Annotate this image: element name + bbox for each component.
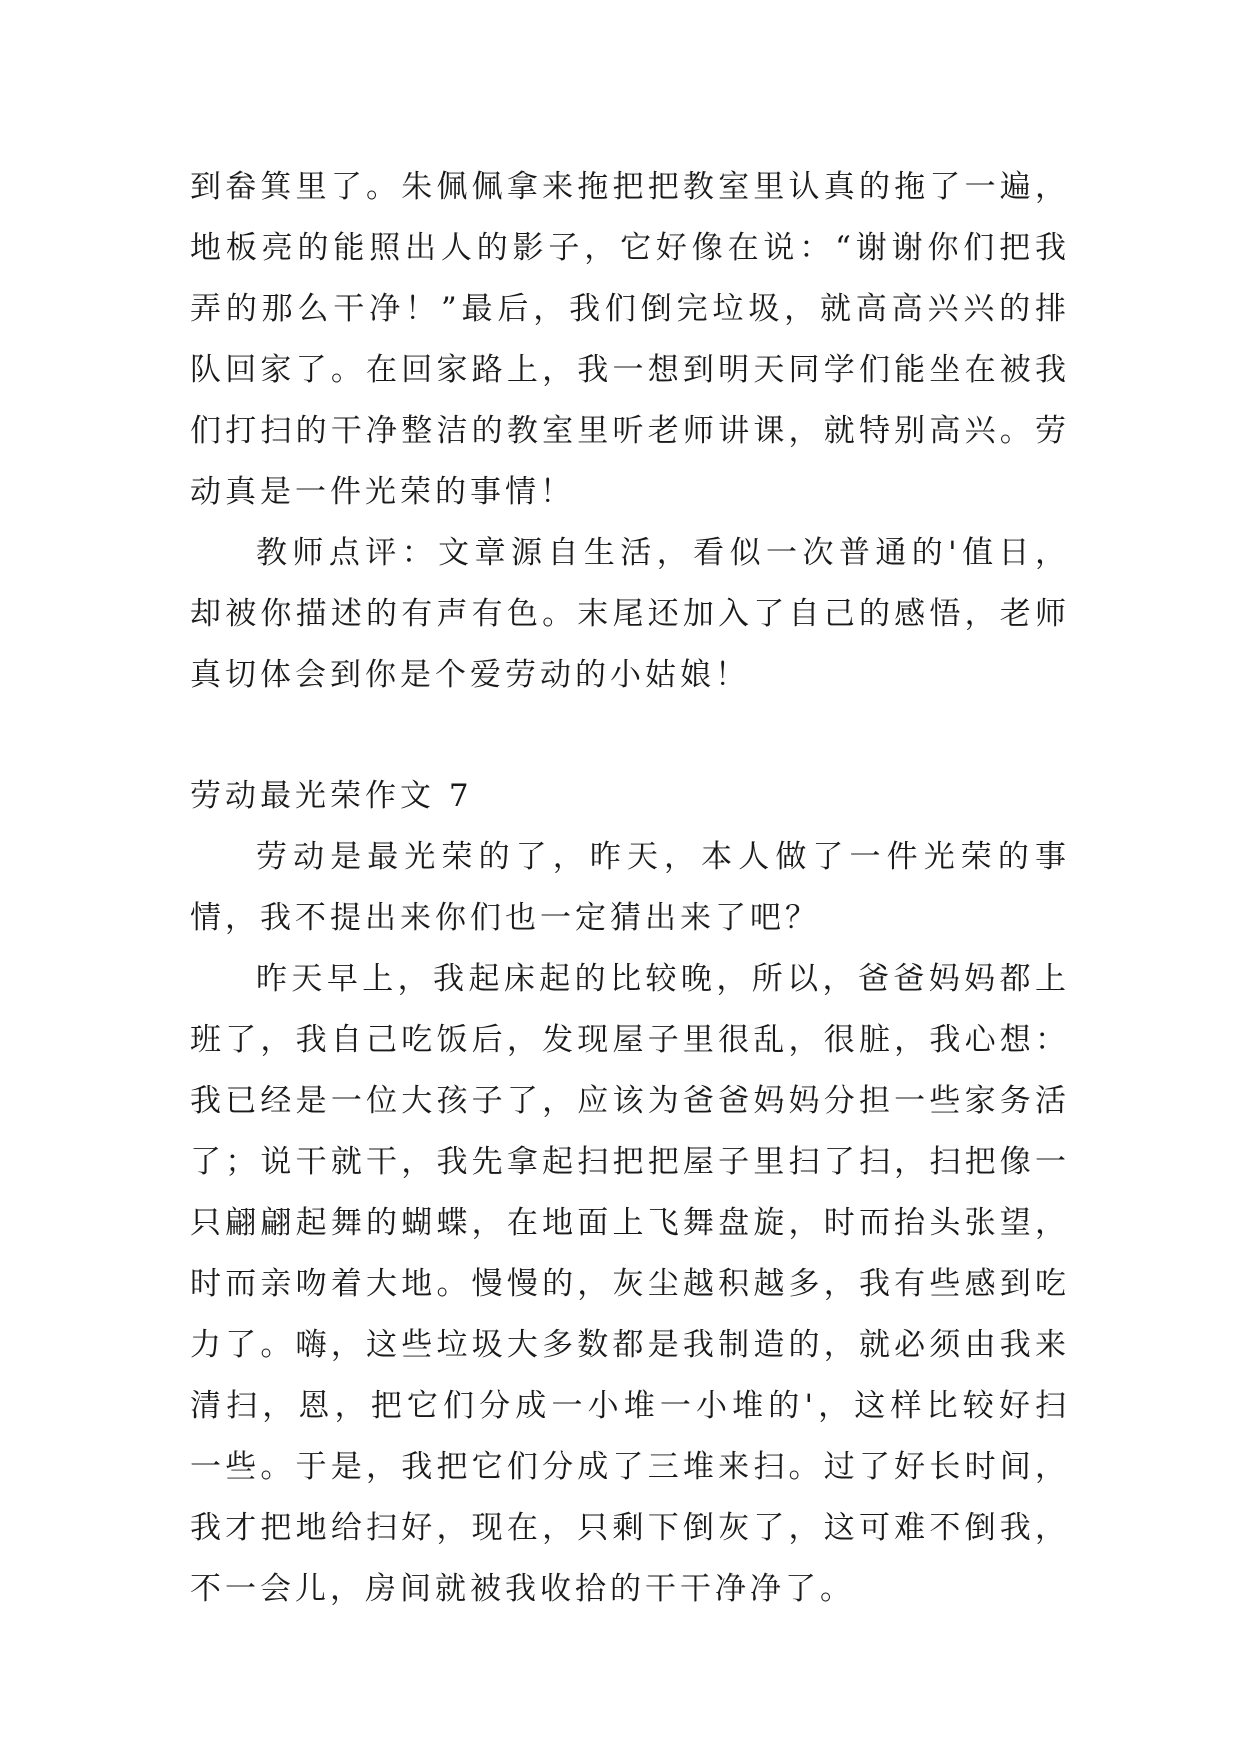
paragraph-continuation: 到畚箕里了。朱佩佩拿来拖把把教室里认真的拖了一遍，地板亮的能照出人的影子，它好像在说：“谢谢你们把我弄的那么干净！”最后，我们倒完垃圾，就高高兴兴的排队回家了。在回家路上，我一想到明天同学们能坐在被我们打扫的干净整洁的教室里听老师讲课，就特别高兴。劳动真是一件光荣的事情！ [190, 169, 1070, 510]
section-title: 劳动最光荣作文 7 [190, 778, 473, 814]
paragraph-intro: 劳动是最光荣的了，昨天，本人做了一件光荣的事情，我不提出来你们也一定猜出来了吧？ [190, 839, 1070, 936]
paragraph-story: 昨天早上，我起床起的比较晚，所以，爸爸妈妈都上班了，我自己吃饭后，发现屋子里很乱，很脏，我心想：我已经是一位大孩子了，应该为爸爸妈妈分担一些家务活了；说干就干，我先拿起扫把把屋子里扫了扫，扫把像一只翩翩起舞的蝴蝶，在地面上飞舞盘旋，时而抬头张望，时而亲吻着大地。慢慢的，灰尘越积越多，我有些感到吃力了。嗨，这些垃圾大多数都是我制造的，就必须由我来清扫，恩，把它们分成一小堆一小堆的'，这样比较好扫一些。于是，我把它们分成了三堆来扫。过了好长时间，我才把地给扫好，现在，只剩下倒灰了，这可难不倒我，不一会儿，房间就被我收拾的干干净净了。 [190, 961, 1070, 1607]
paragraph-teacher-comment: 教师点评：文章源自生活，看似一次普通的'值日，却被你描述的有声有色。末尾还加入了自己的感悟，老师真切体会到你是个爱劳动的小姑娘！ [190, 535, 1070, 693]
document-body [190, 157, 1070, 1620]
